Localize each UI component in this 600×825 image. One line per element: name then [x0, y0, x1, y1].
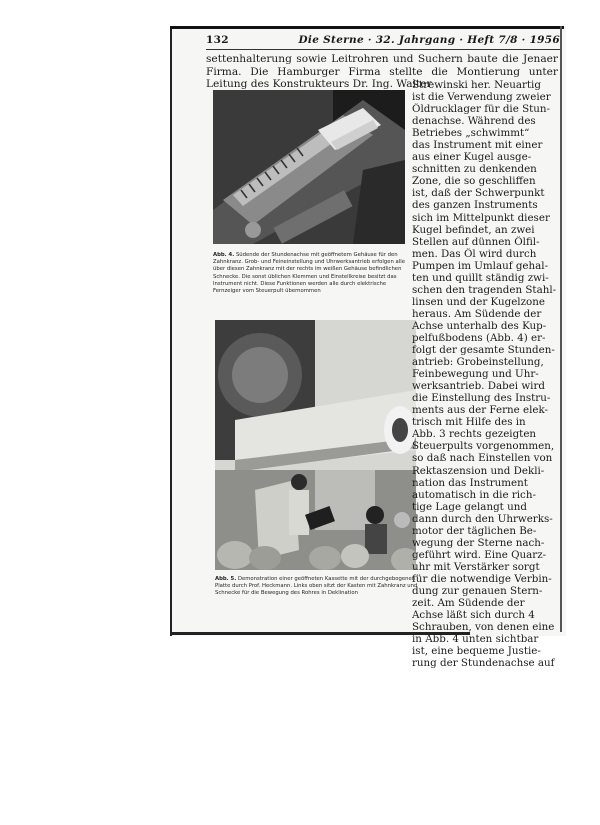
column-text-line: tige Lage gelangt und: [412, 500, 527, 513]
figure-5-caption: [215, 576, 418, 598]
column-text-line: geführt wird. Eine Quarz-: [412, 548, 547, 561]
hour-axis-photo-illustration: [213, 90, 405, 244]
column-text-line: ments aus der Ferne elek-: [412, 404, 549, 417]
figure-5-caption-text: Demonstration einer geöffneten Kassette mit der durchgebogenen Platte durch Prof. Heckmann. Links oben sitzt der Kasten mit Zahnkranz und Schnecke für die Bewegung des Rohres in Deklination: [215, 576, 418, 597]
page-number: 132: [206, 34, 229, 46]
figure-4-photo: [213, 90, 405, 244]
column-text-line: Schrauben, von denen eine: [412, 621, 555, 634]
column-text-line: ist, daß der Schwerpunkt: [412, 187, 545, 200]
figure-5-label: Abb. 5.: [215, 576, 237, 582]
column-text-line: ist, eine bequeme Justie-: [412, 645, 541, 658]
column-text-line: Stellen auf dünnen Ölfil-: [412, 235, 540, 248]
column-text-line: so daß nach Einstellen von: [412, 452, 553, 465]
column-text-line: Achse läßt sich durch 4: [412, 609, 535, 622]
column-text-line: denachse. Während des: [412, 115, 536, 128]
column-text-line: des ganzen Instruments: [412, 199, 538, 212]
intro-text: settenhalterung sowie Leitrohren und Suchern baute die Jenaer Firma. Die Hamburger Firma stellte die Montierung unter Leitung des Konstrukteurs Dr. Ing. Walter: [206, 53, 558, 91]
figure-4-caption: [213, 252, 409, 295]
column-text-line: Steuerpults vorgenommen,: [412, 440, 555, 453]
column-text-line: Betriebes „schwimmt“: [412, 127, 530, 140]
figure-4-label: Abb. 4.: [213, 252, 235, 258]
column-text-line: ist die Verwendung zweier: [412, 91, 551, 104]
page-header: [206, 34, 562, 48]
column-text-line: rung der Stundenachse auf: [412, 657, 555, 670]
column-text-line: Strewinski her. Neuartig: [412, 79, 541, 91]
column-text-line: Feinbewegung und Uhr-: [412, 368, 539, 381]
column-text-line: zeit. Am Südende der: [412, 597, 525, 610]
column-text-line: automatisch in die rich-: [412, 488, 536, 501]
column-text-line: Pumpen im Umlauf gehal-: [412, 259, 549, 272]
column-text-line: schnitten zu denkenden: [412, 163, 537, 176]
column-text-line: folgt der gesamte Stunden-: [412, 344, 555, 357]
column-text-line: linsen und der Kugelzone: [412, 295, 545, 308]
column-text-line: ten und quillt ständig zwi-: [412, 271, 549, 284]
figure-4-caption-text: Südende der Stundenachse mit geöffnetem Gehäuse für den Zahnkranz. Grob- und Feineinstellung und Uhrwerksantrieb erfolgen alle über diesen Zahnkranz mit der rechts im weißen Gehäuse befindlichen Schnecke. Die sonst üblichen Klemmen und Einstellkreise besitzt das Instrument nicht. Diese Funktionen werden alle durch elektrische Fernzeiger vom Steuerpult übernommen: [213, 252, 405, 295]
column-text-line: Kugel befindet, an zwei: [412, 223, 535, 236]
column-text-line: heraus. Am Südende der: [412, 307, 542, 320]
column-text-line: pelfußbodens (Abb. 4) er-: [412, 331, 546, 344]
column-text-line: Öldrucklager für die Stun-: [412, 103, 551, 116]
column-text-line: dann durch den Uhrwerks-: [412, 512, 553, 525]
column-text-line: antrieb: Grobeinstellung,: [412, 356, 544, 369]
page-top-edge: [170, 26, 564, 29]
column-text-line: aus einer Kugel ausge-: [412, 151, 532, 164]
column-text-line: nation das Instrument: [412, 476, 528, 489]
column-text-line: Abb. 3 rechts gezeigten: [412, 428, 537, 441]
figure-5-photo: [215, 320, 416, 570]
column-text-line: werksantrieb. Dabei wird: [412, 380, 545, 393]
column-text-line: trisch mit Hilfe des in: [412, 416, 526, 429]
header-rule: [206, 49, 560, 50]
running-title: Die Sterne · 32. Jahrgang · Heft 7/8 · 1956: [298, 34, 560, 46]
column-text-line: das Instrument mit einer: [412, 139, 543, 152]
page-right-edge: [560, 26, 562, 632]
column-text-line: in Abb. 4 unten sichtbar: [412, 633, 539, 646]
column-text-line: Rektaszension und Dekli-: [412, 464, 545, 477]
column-text-line: wegung der Sterne nach-: [412, 536, 545, 549]
demonstration-photo-illustration: [215, 320, 416, 570]
column-text-line: für die notwendige Verbin-: [412, 572, 552, 585]
column-text-line: schen den tragenden Stahl-: [412, 283, 557, 296]
column-text-line: Zone, die so geschliffen: [412, 175, 536, 188]
column-text-line: uhr mit Verstärker sorgt: [412, 560, 540, 573]
column-text-line: dung zur genauen Stern-: [412, 584, 543, 597]
body-text-column: [412, 79, 558, 669]
column-text-line: Achse unterhalb des Kup-: [412, 319, 547, 332]
column-text-line: motor der täglichen Be-: [412, 524, 537, 537]
column-text-line: sich im Mittelpunkt dieser: [412, 211, 550, 224]
column-text-line: die Einstellung des Instru-: [412, 392, 551, 405]
column-text-line: men. Das Öl wird durch: [412, 247, 537, 260]
